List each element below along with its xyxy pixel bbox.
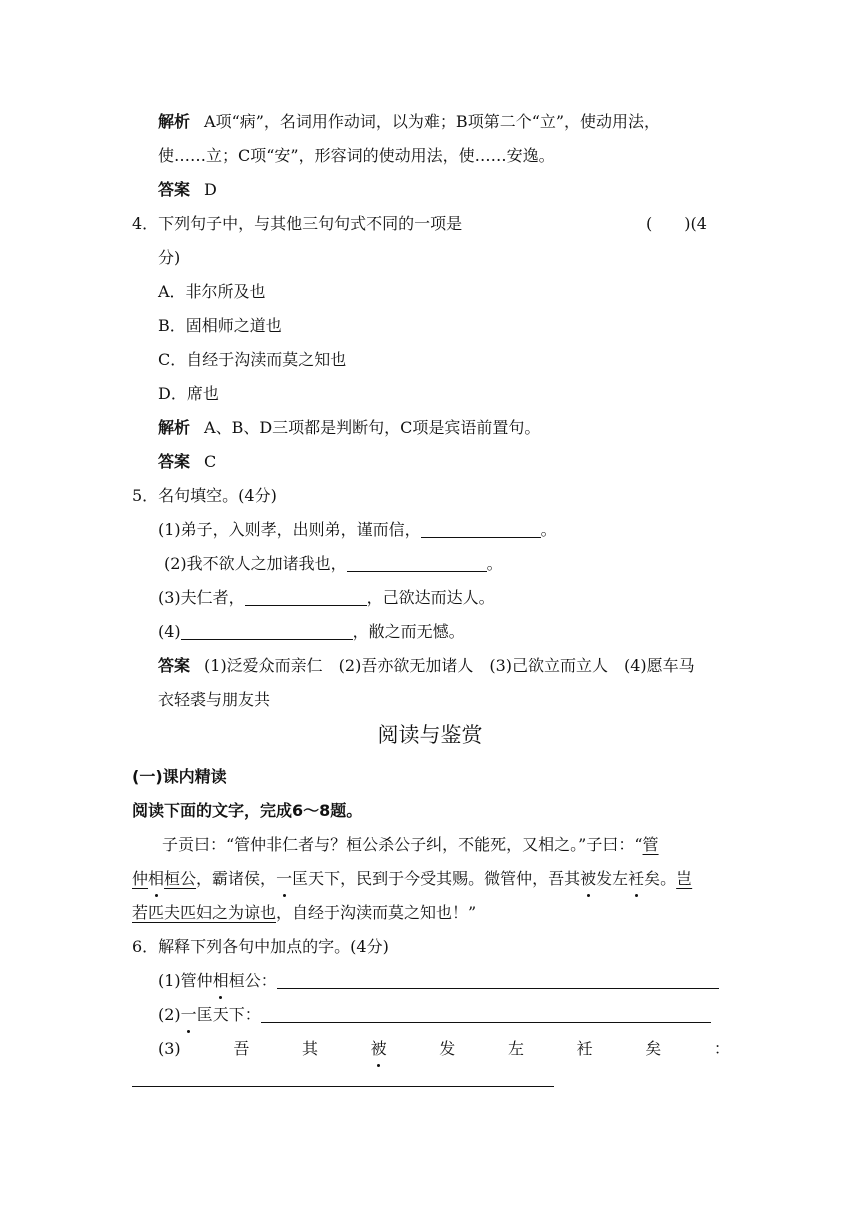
- item-text: (4): [158, 622, 181, 641]
- q4-option-c: C．自经于沟渎而莫之知也: [158, 350, 347, 369]
- fill-blank[interactable]: [245, 589, 367, 606]
- section-sub: (一)课内精读: [132, 767, 227, 786]
- q5-stem: 5．名句填空。(4分): [132, 486, 277, 505]
- q6-item3: [158, 1038, 730, 1060]
- passage-text: 矣。: [644, 869, 677, 888]
- item-text: 吾: [233, 1039, 250, 1058]
- item-text: 衽: [576, 1039, 593, 1058]
- q4-answer-paren: ( )(4: [646, 214, 707, 233]
- q6-stem: 6．解释下列各句中加点的字。(4分): [132, 937, 389, 956]
- passage-line1: [162, 834, 659, 856]
- q5-item3: [158, 587, 495, 609]
- passage-text: 发左: [596, 869, 629, 888]
- q5-item2: [164, 553, 503, 575]
- q6-item1: [158, 970, 719, 992]
- item-text: 矣: [645, 1039, 662, 1058]
- passage-text: 子贡曰：“管仲非仁者与？桓公杀公子纠，不能死，又相之。”子曰：“: [162, 835, 643, 854]
- q4-analysis: [158, 417, 540, 439]
- item-text: ：: [713, 1039, 730, 1058]
- answer-line[interactable]: [277, 972, 719, 989]
- item-text: (1)管仲: [158, 971, 213, 990]
- answer-text: (1)泛爱众而亲仁 (2)吾亦欲无加诸人 (3)己欲立而立人 (4)愿车马: [204, 656, 695, 675]
- passage-line2: [132, 868, 692, 890]
- q5-answer-line2: 衣轻裘与朋友共: [158, 690, 271, 709]
- q4-stem: 4．下列句子中，与其他三句句式不同的一项是: [132, 214, 463, 233]
- q4-option-a: A．非尔所及也: [158, 282, 266, 301]
- answer-line[interactable]: [261, 1006, 711, 1023]
- item-text: 桓公：: [228, 971, 277, 990]
- answer-label: 答案: [158, 656, 191, 675]
- underlined-sentence: 若匹夫匹妇之为谅也: [132, 903, 277, 922]
- answer-line[interactable]: [132, 1086, 554, 1087]
- q5-answer-line1: [158, 655, 695, 677]
- underlined-text: 岂: [676, 869, 693, 888]
- q6-item2: [158, 1004, 711, 1026]
- item-text: (3)夫仁者，: [158, 588, 245, 607]
- q3-analysis-line1: [158, 111, 660, 133]
- fill-blank[interactable]: [181, 623, 353, 640]
- item-text: 左: [507, 1039, 524, 1058]
- answer-value: D: [204, 180, 217, 199]
- dotted-char: 一: [276, 869, 293, 888]
- underlined-text: 管: [642, 835, 659, 854]
- fill-blank[interactable]: [421, 521, 541, 538]
- analysis-label: 解析: [158, 112, 191, 131]
- dotted-char: 被: [370, 1039, 387, 1058]
- passage-text: ，自经于沟渎而莫之知也！”: [276, 903, 477, 922]
- item-text: 发: [439, 1039, 456, 1058]
- item-text: (2): [158, 1005, 181, 1024]
- passage-text: ，霸诸侯，: [196, 869, 277, 888]
- passage-text: 仲: [132, 869, 149, 888]
- item-text: 其: [301, 1039, 318, 1058]
- item-text: ，敝之而无憾。: [352, 622, 465, 641]
- dotted-char: 相: [212, 971, 229, 990]
- passage-line3: [132, 902, 476, 924]
- q3-answer: [158, 179, 217, 201]
- section-title: 阅读与鉴赏: [377, 723, 483, 747]
- item-text: 匡天下：: [196, 1005, 261, 1024]
- q4-score: 分): [158, 248, 181, 267]
- q5-item4: [158, 621, 465, 643]
- dotted-char: 衽: [628, 869, 645, 888]
- dotted-char: 被: [580, 869, 597, 888]
- dotted-char: 相: [148, 869, 165, 888]
- section-instruction: 阅读下面的文字，完成6～8题。: [132, 801, 363, 820]
- q4-option-d: D．席也: [158, 384, 219, 403]
- answer-label: 答案: [158, 180, 191, 199]
- item-text: (3): [158, 1039, 181, 1058]
- item-text: 。: [486, 554, 503, 573]
- underlined-sentence: [132, 869, 196, 888]
- fill-blank[interactable]: [347, 555, 487, 572]
- dotted-char: 一: [180, 1005, 197, 1024]
- item-text: ，己欲达而达人。: [366, 588, 495, 607]
- q4-option-b: B．固相师之道也: [158, 316, 282, 335]
- analysis-label: 解析: [158, 418, 191, 437]
- answer-value: C: [204, 452, 217, 471]
- analysis-text: A、B、D三项都是判断句，C项是宾语前置句。: [204, 418, 541, 437]
- q4-answer: [158, 451, 216, 473]
- item-text: 。: [540, 520, 557, 539]
- q3-analysis-line2: 使……立；C项“安”，形容词的使动用法，使……安逸。: [158, 146, 555, 165]
- item-text: (2)我不欲人之加诸我也，: [164, 554, 347, 573]
- analysis-text: A项“病”，名词用作动词，以为难；B项第二个“立”，使动用法，: [204, 112, 661, 131]
- passage-text: 桓公: [164, 869, 197, 888]
- q5-item1: [158, 519, 557, 541]
- passage-text: 匡天下，民到于今受其赐。微管仲，吾其: [292, 869, 581, 888]
- item-text: (1)弟子，入则孝，出则弟，谨而信，: [158, 520, 421, 539]
- answer-label: 答案: [158, 452, 191, 471]
